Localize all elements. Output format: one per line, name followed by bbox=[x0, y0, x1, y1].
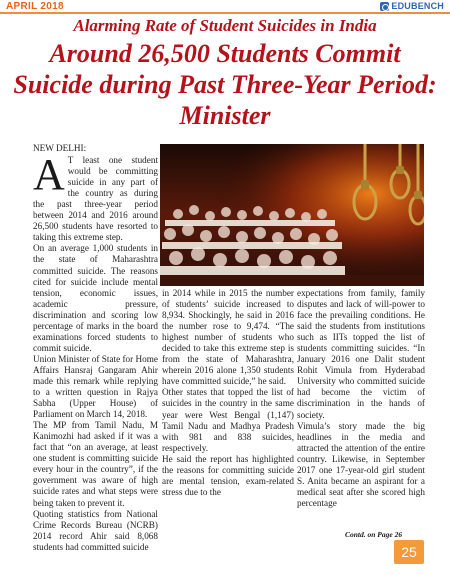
article-paragraph: He said the report has highlighted the reasons for committing suicide are mental tension, exam-related stress due to the bbox=[162, 453, 294, 497]
dateline: NEW DELHI: bbox=[33, 143, 87, 153]
issue-date: APRIL 2018 bbox=[6, 1, 64, 12]
article-photo bbox=[160, 144, 424, 286]
paragraph-text: T least one student would be committing suicide in any part of the country as during the past three-year period between 2014 and 2016 around 26,500 students have resorted to taking this extreme step. bbox=[33, 155, 158, 243]
article-paragraph: in 2014 while in 2015 the number of students’ suicide increased to 8,934. Shockingly, he said in 2016 the number rose to 9,474. “The highest number of students who decided to take this extreme step is from the state of Maharashtra, wherein 2016 alone 1,350 students have committed suicide,” he said. bbox=[162, 288, 294, 387]
article-paragraph bbox=[33, 150, 158, 243]
article-paragraph: Union Minister of State for Home Affairs Hansraj Gangaram Ahir made this remark while replying to a written question in Rajya Sabha (Upper House) of Parliament on March 14, 2018. bbox=[33, 353, 158, 420]
article-column-1 bbox=[33, 143, 158, 553]
article-paragraph: Other states that topped the list of suicides in the country in the same year were West Bengal (1,147) Tamil Nadu and Madhya Pradesh with 981 and 838 suicides, respectively. bbox=[162, 387, 294, 453]
continued-note: Contd. on Page 26 bbox=[345, 530, 403, 539]
article-kicker: Alarming Rate of Student Suicides in India bbox=[73, 16, 377, 35]
article-column-2 bbox=[162, 288, 294, 498]
students-noose-illustration bbox=[160, 144, 424, 286]
top-bar bbox=[0, 0, 450, 14]
article-paragraph: On an average 1,000 students in the state of Maharashtra committed suicide. The reasons cited for suicide include mental tension, economic issues, academic pressure, discrimination and scoring low percentage of marks in the board examinations forced students to commit suicide. bbox=[33, 243, 158, 353]
drop-cap: A bbox=[33, 150, 65, 200]
brand-name: EDUBENCH bbox=[391, 1, 444, 11]
header-rule bbox=[0, 12, 450, 14]
brand-logo bbox=[380, 0, 444, 12]
article-headline: Around 26,500 Students Commit Suicide during Past Three-Year Period: Minister bbox=[13, 39, 437, 130]
page-number: 25 bbox=[394, 540, 424, 564]
article-column-3 bbox=[297, 288, 425, 509]
article-paragraph: Vimula’s story made the big headlines in the media and attracted the attention of the entire country. Likewise, in September 2017 one 17-year-old girl student S. Anita became an aspirant for a medical seat after she scored high percentage bbox=[297, 420, 425, 508]
article-paragraph: The MP from Tamil Nadu, M Kanimozhi had asked if it was a fact that “on an average, at least one student is committing suicide every hour in the country”, if the government was aware of high suicide rates and what steps were being taken to prevent it. bbox=[33, 420, 158, 508]
article-paragraph: expectations from family, family disputes and lack of will-power to face the prevailing conditions. He said the students from institutions such as IITs topped the list of students committing suicides. “In January 2016 one Dalit student Rohit Vimula from Hyderabad University who committed suicide had become the victim of discrimination in the hands of society. bbox=[297, 288, 425, 420]
brand-icon bbox=[380, 2, 389, 11]
article-paragraph: Quoting statistics from National Crime Records Bureau (NCRB) 2014 record Ahir said 8,068 students had committed suicide bbox=[33, 508, 158, 552]
